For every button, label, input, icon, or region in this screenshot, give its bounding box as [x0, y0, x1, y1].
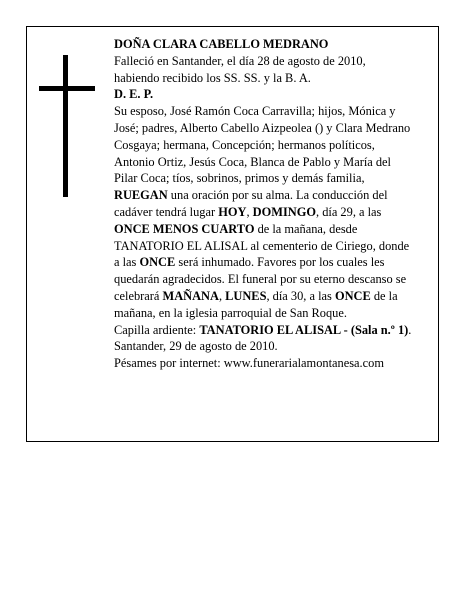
once-text-1: ONCE [139, 255, 176, 270]
request-text-2: , [246, 204, 253, 219]
request-text-4: de la mañana, desde TANATORIO EL ALISAL al cementerio de Ciriego, donde a las [114, 221, 410, 270]
hoy-text: HOY [218, 204, 247, 219]
notice-text [114, 36, 414, 372]
deceased-name: DOÑA CLARA CABELLO MEDRANO [114, 37, 329, 51]
chapel-end: . [408, 322, 412, 337]
condolences-line: Pésames por internet: www.funerarialamontanesa.com [114, 356, 384, 371]
request-text-3: , día 29, a las [316, 204, 382, 219]
chapel-line [114, 322, 414, 339]
dep-line: D. E. P. [114, 87, 154, 102]
date-line: Santander, 29 de agosto de 2010. [114, 339, 278, 354]
request-text-8: de la mañana, en la iglesia parroquial de San Roque. [114, 288, 398, 320]
cross-icon [63, 55, 68, 197]
chapel-place: TANATORIO EL ALISAL - (Sala n.º 1) [199, 322, 409, 337]
chapel-label: Capilla ardiente: [114, 322, 200, 337]
cross-icon-bar [39, 86, 95, 91]
ruegan-text: RUEGAN [114, 188, 168, 203]
domingo-text: DOMINGO [252, 204, 316, 219]
request-text-6: , [218, 288, 226, 303]
once-menos-cuarto-text: ONCE MENOS CUARTO [114, 221, 255, 236]
once-text-2: ONCE [334, 288, 371, 303]
lunes-text: LUNES [225, 288, 267, 303]
request-text-7: , día 30, a las [266, 288, 335, 303]
manana-text: MAÑANA [162, 288, 219, 303]
request-text-1: una oración por su alma. La conducción del cadáver tendrá lugar [114, 188, 388, 219]
request-text-5: será inhumado. Favores por los cuales les quedarán agradecidos. El funeral por su eterno descanso se celebrará [114, 255, 407, 303]
family-paragraph: Su esposo, José Ramón Coca Carravilla; hijos, Mónica y José; padres, Alberto Cabello Aizpeolea () y Clara Medrano Cosgaya; hermana, Concepción; hermanos políticos, Antonio Ortiz, Jesús Coca, Blanca de Pablo y María del Pilar Coca; tíos, sobrinos, primos y demás familia, [114, 104, 411, 186]
death-line: Falleció en Santander, el día 28 de agosto de 2010, habiendo recibido los SS. SS. y la B. A. [114, 53, 366, 85]
request-paragraph [114, 187, 414, 321]
